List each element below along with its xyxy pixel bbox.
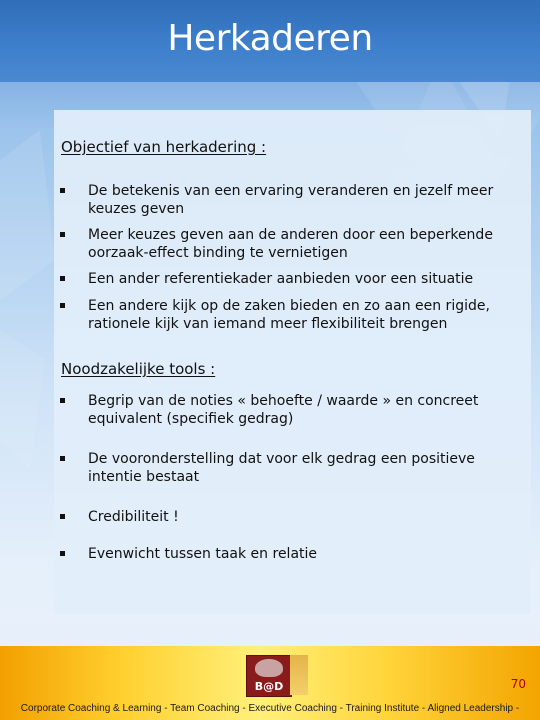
footer-text: Corporate Coaching & Learning - Team Coaching - Executive Coaching - Training Institute - Aligned Leadership - — [20, 703, 520, 714]
list-item-text: Een ander referentiekader aanbieden voor een situatie — [88, 271, 474, 287]
page-number: 70 — [510, 677, 526, 691]
section-heading-objective: Objectief van herkadering : — [61, 138, 267, 156]
bullet-icon — [60, 398, 65, 403]
slide-title: Herkaderen — [167, 18, 373, 59]
logo-accent — [290, 655, 308, 695]
bullet-icon — [60, 276, 65, 281]
list-item-text: De betekenis van een ervaring veranderen en jezelf meer keuzes geven — [88, 183, 494, 217]
section-heading-tools: Noodzakelijke tools : — [61, 360, 216, 378]
bullet-icon — [60, 551, 65, 556]
list-item-text: De vooronderstelling dat voor elk gedrag een positieve intentie bestaat — [88, 451, 475, 485]
bullet-icon — [60, 303, 65, 308]
list-item-text: Credibiliteit ! — [88, 509, 179, 525]
title-bar — [0, 0, 540, 82]
list-item-text: Begrip van de noties « behoefte / waarde » en concreet equivalent (specifiek gedrag) — [88, 393, 479, 427]
list-item-text: Een andere kijk op de zaken bieden en zo aan een rigide, rationele kijk van iemand meer flexibiliteit brengen — [88, 298, 490, 332]
bullet-icon — [60, 514, 65, 519]
list-item-text: Evenwicht tussen taak en relatie — [88, 546, 318, 562]
lion-icon — [255, 659, 283, 677]
company-logo — [246, 655, 292, 697]
bullet-icon — [60, 188, 65, 193]
logo-text: B@D — [254, 680, 284, 693]
list-item-text: Meer keuzes geven aan de anderen door een beperkende oorzaak-effect binding te vernietigen — [88, 227, 493, 261]
bullet-icon — [60, 456, 65, 461]
bullet-icon — [60, 232, 65, 237]
